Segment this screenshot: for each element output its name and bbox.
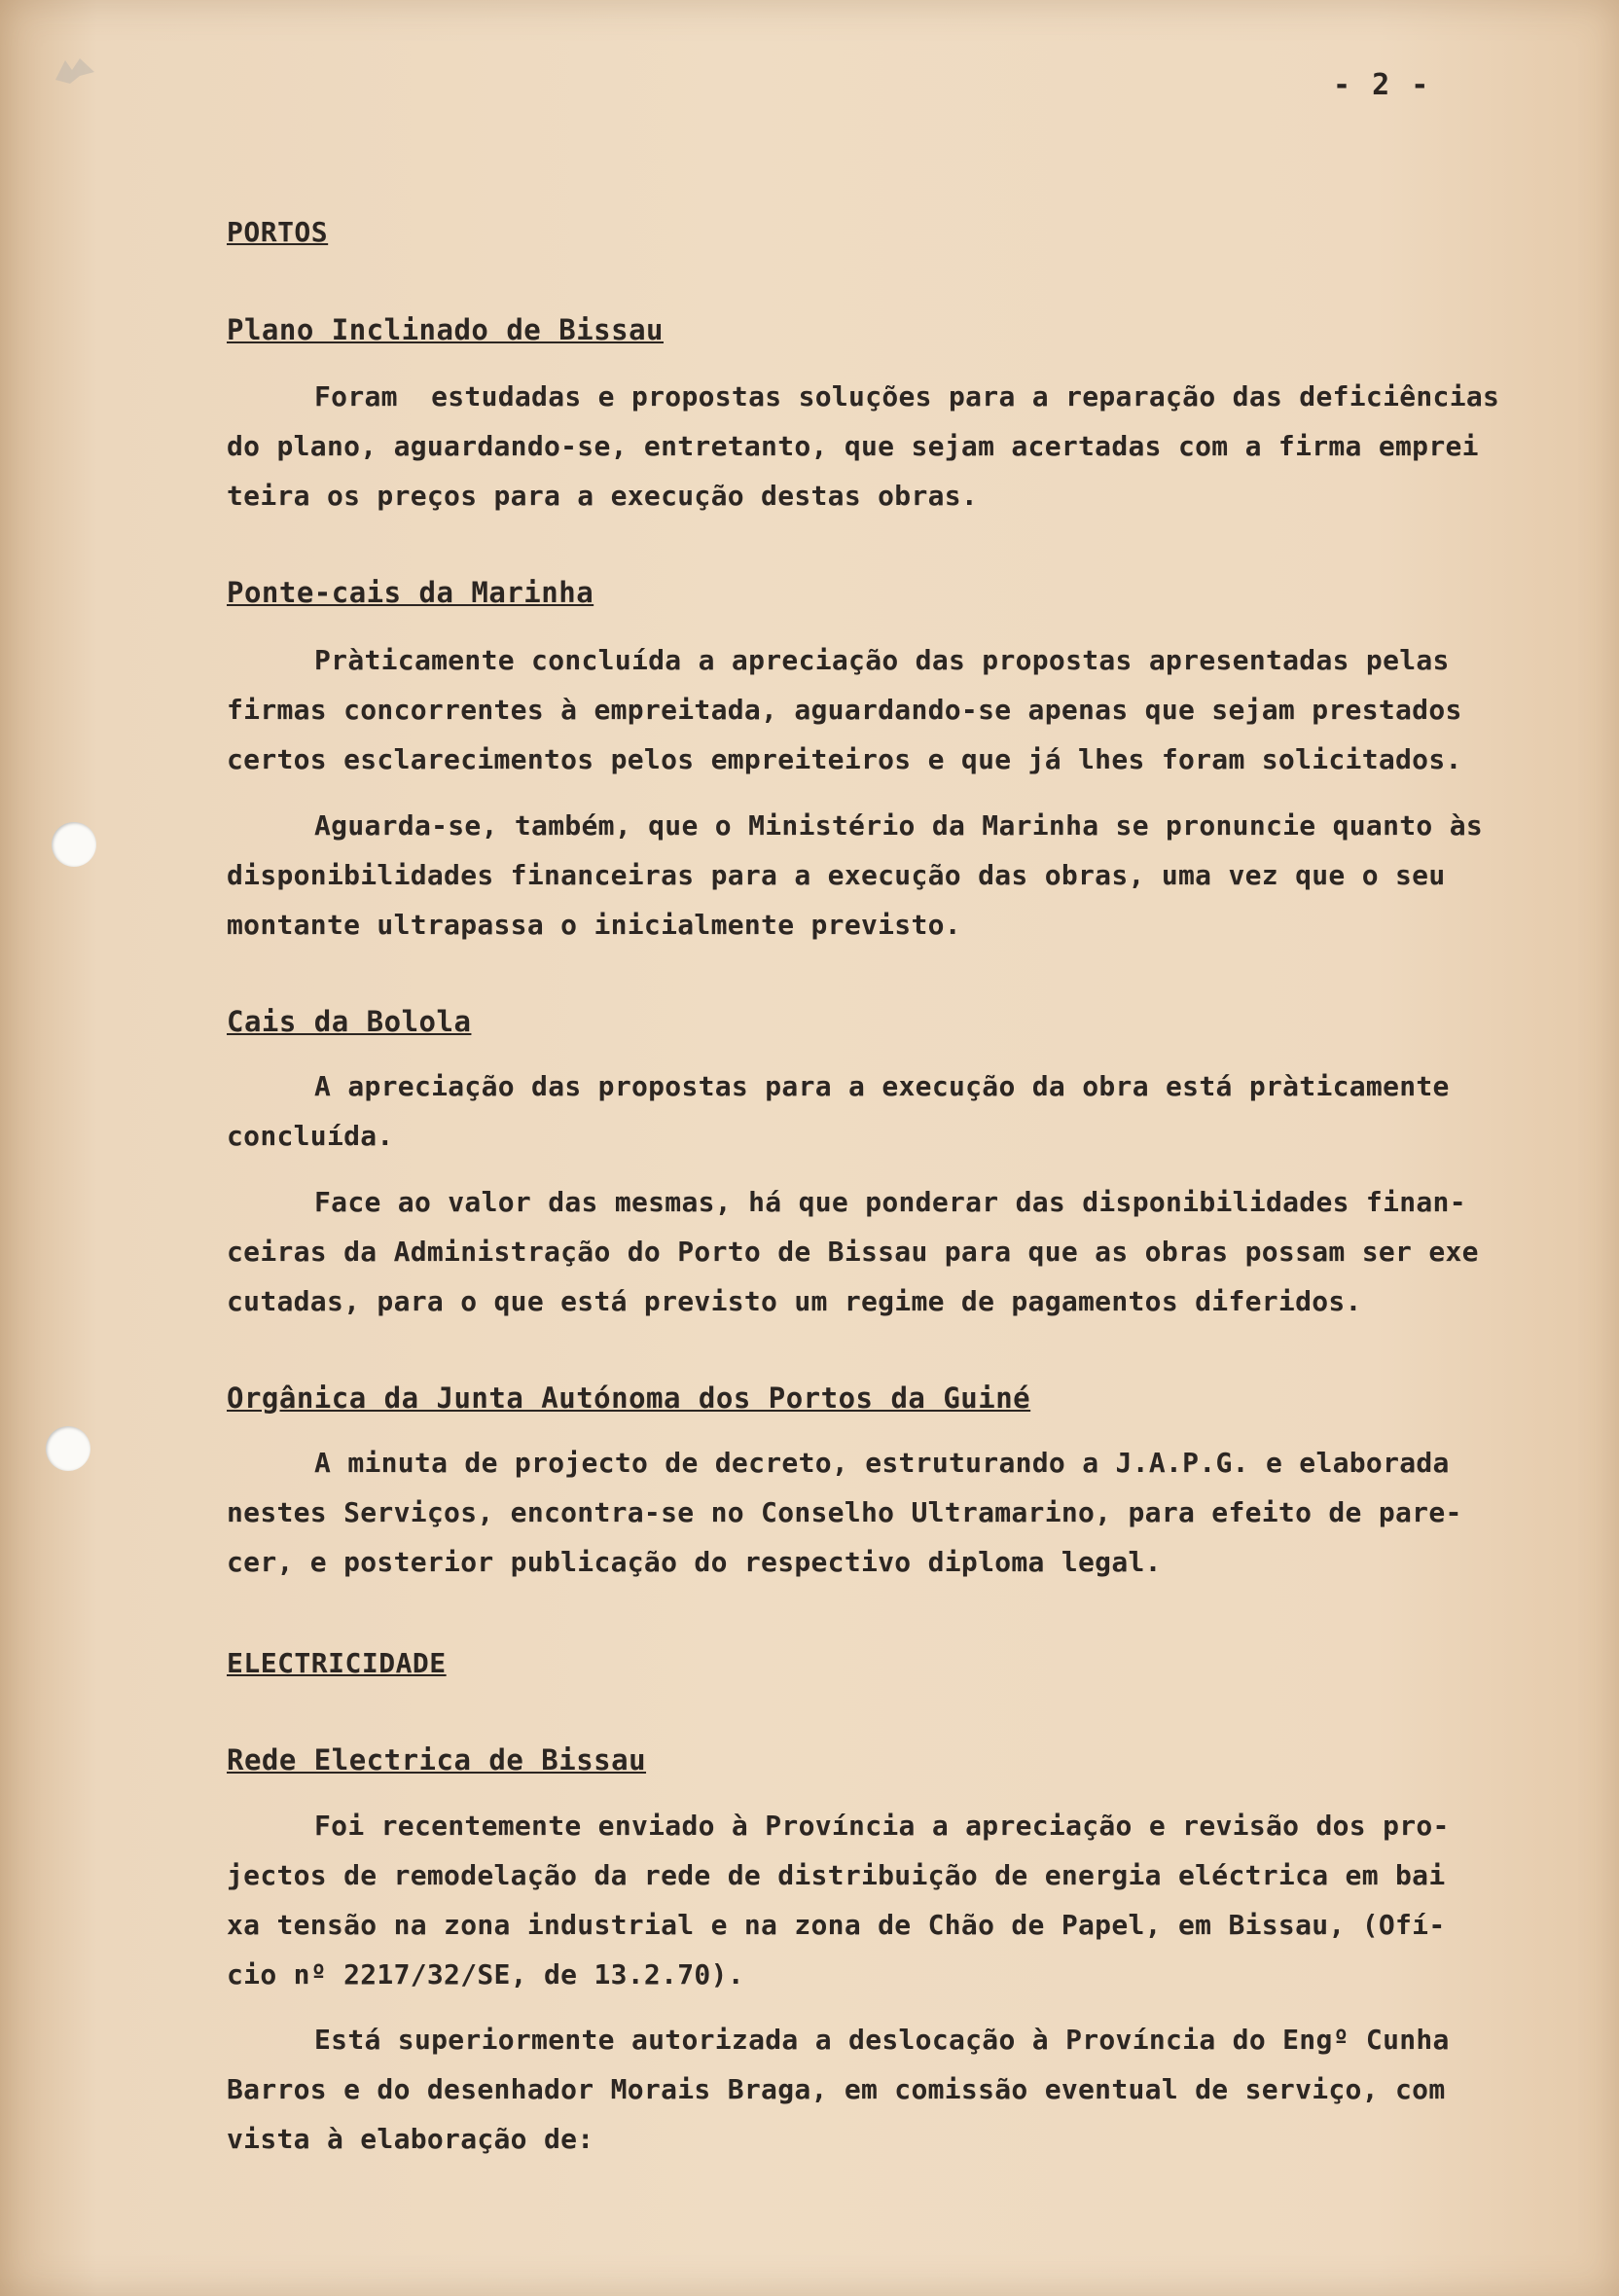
section-heading-portos: PORTOS bbox=[227, 216, 329, 248]
text-line: cutadas, para o que está previsto um regime de pagamentos diferidos. bbox=[227, 1285, 1362, 1317]
punch-hole-top bbox=[52, 822, 96, 867]
paragraph-organica-1 bbox=[227, 1438, 1569, 1587]
text-line: vista à elaboração de: bbox=[227, 2123, 594, 2155]
text-line: xa tensão na zona industrial e na zona de Chão de Papel, em Bissau, (Ofí- bbox=[227, 1909, 1446, 1941]
text-line: Foi recentemente enviado à Província a apreciação e revisão dos pro- bbox=[314, 1810, 1450, 1842]
text-line: do plano, aguardando-se, entretanto, que sejam acertadas com a firma emprei bbox=[227, 430, 1479, 462]
paragraph-bolola-2 bbox=[227, 1177, 1569, 1326]
text-line: Foram estudadas e propostas soluções para a reparação das deficiências bbox=[314, 380, 1500, 413]
text-line: A minuta de projecto de decreto, estruturando a J.A.P.G. e elaborada bbox=[314, 1447, 1450, 1479]
section-heading-electricidade: ELECTRICIDADE bbox=[227, 1647, 447, 1679]
text-line: concluída. bbox=[227, 1120, 394, 1152]
paragraph-rede-1 bbox=[227, 1801, 1569, 1999]
paragraph-bolola-1 bbox=[227, 1061, 1569, 1161]
text-line: Pràticamente concluída a apreciação das propostas apresentadas pelas bbox=[314, 644, 1450, 676]
stain-mark bbox=[51, 51, 99, 90]
paragraph-ponte-2 bbox=[227, 801, 1569, 950]
subheading-plano-inclinado: Plano Inclinado de Bissau bbox=[227, 313, 664, 346]
text-line: teira os preços para a execução destas obras. bbox=[227, 480, 979, 512]
text-line: nestes Serviços, encontra-se no Conselho Ultramarino, para efeito de pare- bbox=[227, 1496, 1462, 1528]
text-line: firmas concorrentes à empreitada, aguardando-se apenas que sejam prestados bbox=[227, 694, 1462, 726]
text-line: A apreciação das propostas para a execução da obra está pràticamente bbox=[314, 1070, 1450, 1102]
text-line: ceiras da Administração do Porto de Bissau para que as obras possam ser exe bbox=[227, 1236, 1479, 1268]
text-line: Aguarda-se, também, que o Ministério da Marinha se pronuncie quanto às bbox=[314, 809, 1484, 842]
paragraph-plano-1 bbox=[227, 372, 1569, 520]
punch-hole-bottom bbox=[46, 1426, 90, 1471]
text-line: jectos de remodelação da rede de distribuição de energia eléctrica em bai bbox=[227, 1859, 1446, 1891]
text-line: Face ao valor das mesmas, há que ponderar das disponibilidades finan- bbox=[314, 1186, 1466, 1218]
paragraph-rede-2 bbox=[227, 2015, 1569, 2164]
subheading-ponte-cais: Ponte-cais da Marinha bbox=[227, 576, 594, 609]
paragraph-ponte-1 bbox=[227, 635, 1569, 784]
subheading-cais-bolola: Cais da Bolola bbox=[227, 1005, 472, 1038]
text-line: disponibilidades financeiras para a execução das obras, uma vez que o seu bbox=[227, 859, 1446, 891]
text-line: Está superiormente autorizada a deslocação à Província do Engº Cunha bbox=[314, 2024, 1450, 2056]
text-line: Barros e do desenhador Morais Braga, em comissão eventual de serviço, com bbox=[227, 2073, 1446, 2105]
page-number: - 2 - bbox=[1333, 68, 1431, 102]
subheading-organica: Orgânica da Junta Autónoma dos Portos da Guiné bbox=[227, 1381, 1031, 1415]
text-line: cio nº 2217/32/SE, de 13.2.70). bbox=[227, 1958, 744, 1991]
subheading-rede-electrica: Rede Electrica de Bissau bbox=[227, 1743, 647, 1776]
text-line: cer, e posterior publicação do respectivo diploma legal. bbox=[227, 1546, 1162, 1578]
text-line: montante ultrapassa o inicialmente previsto. bbox=[227, 909, 961, 941]
text-line: certos esclarecimentos pelos empreiteiros e que já lhes foram solicitados. bbox=[227, 743, 1462, 775]
